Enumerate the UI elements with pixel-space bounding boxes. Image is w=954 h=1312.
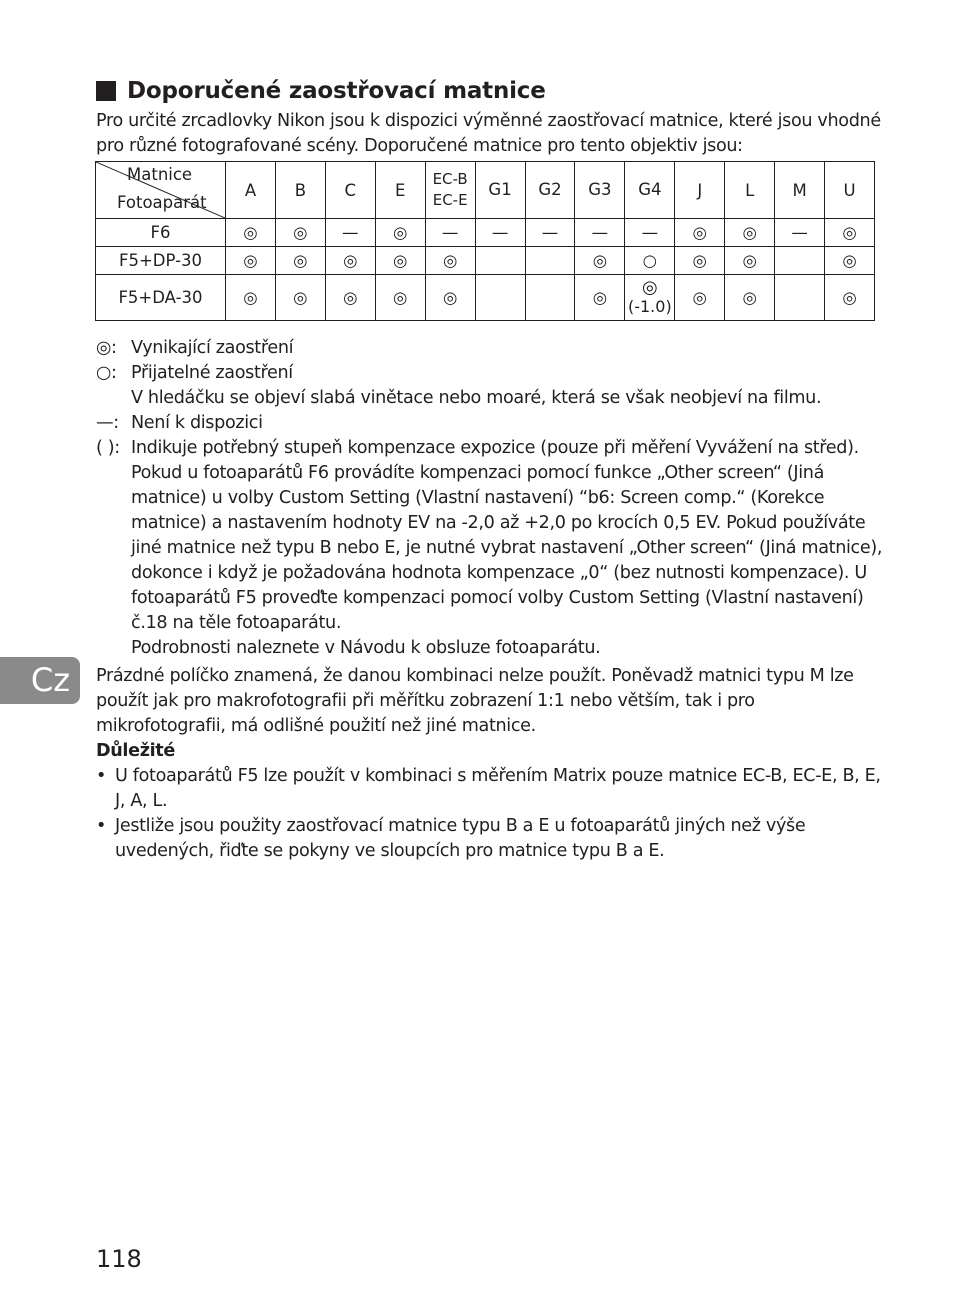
column-header: J [675, 162, 725, 219]
table-cell: ◎ [825, 247, 875, 275]
column-header: E [375, 162, 425, 219]
table-cell: ◎ [575, 275, 625, 321]
table-cell: ◎ [226, 219, 276, 247]
table-header-row [96, 162, 875, 219]
bullet-item [96, 764, 886, 814]
table-cell: ◎ [725, 275, 775, 321]
table-cell: ◎ [575, 247, 625, 275]
legend-key: ( ): [96, 438, 120, 458]
table-cell: — [525, 219, 575, 247]
table-cell [775, 275, 825, 321]
legend-text: Přijatelné zaostření [131, 363, 293, 383]
table-cell: ◎ [425, 247, 475, 275]
table-cell: ◎ [825, 275, 875, 321]
table-cell: ◎ [375, 219, 425, 247]
column-header: B [275, 162, 325, 219]
legend-key: ○: [96, 363, 117, 383]
compensation-note: (-1.0) [627, 297, 672, 316]
bullet-icon: • [96, 816, 107, 836]
table-cell: ◎ [275, 275, 325, 321]
legend-key [96, 636, 131, 661]
bullet-item [96, 814, 886, 864]
table-cell-g4 [625, 275, 675, 321]
table-cell: — [775, 219, 825, 247]
legend-text: V hledáčku se objeví slabá vinětace nebo moaré, která se však neobjeví na filmu. [131, 388, 822, 408]
table-cell: ◎ [375, 275, 425, 321]
bullet-icon: • [96, 766, 107, 786]
column-header: G1 [475, 162, 525, 219]
table-cell: ◎ [325, 247, 375, 275]
notes-section [96, 664, 886, 864]
empty-cell-note: Prázdné políčko znamená, že danou kombinaci nelze použít. Poněvadž matnici typu M lze použít jak pro makrofotografii při měřítku zobrazení 1:1 nebo větším, tak i pro mikrofotografii, má odlišné použití než jiné matnice. [96, 666, 854, 736]
legend-key [96, 386, 131, 411]
row-camera: F5+DA-30 [96, 275, 226, 321]
table-cell: ◎ [675, 275, 725, 321]
table-cell: ◎ [425, 275, 475, 321]
table-cell [525, 247, 575, 275]
column-header: U [825, 162, 875, 219]
table-cell [475, 275, 525, 321]
legend-key: —: [96, 413, 119, 433]
table-cell: — [325, 219, 375, 247]
legend-text: Vynikající zaostření [131, 338, 294, 358]
column-header: A [226, 162, 276, 219]
table-cell [525, 275, 575, 321]
focusing-screen-table [95, 161, 875, 321]
table-cell: — [425, 219, 475, 247]
section-heading [96, 78, 546, 104]
legend-item [96, 386, 886, 411]
heading-square-icon [96, 81, 116, 101]
column-header-ecb: EC-B [432, 170, 468, 188]
legend-key: ◎: [96, 338, 117, 358]
legend-item [96, 361, 886, 386]
legend-text: Podrobnosti naleznete v Návodu k obsluze fotoaparátu. [131, 638, 601, 658]
page-number: 118 [96, 1245, 142, 1273]
legend-item [96, 411, 886, 436]
legend-text: Není k dispozici [131, 413, 263, 433]
table-cell: — [625, 219, 675, 247]
table-cell [775, 247, 825, 275]
column-header: G2 [525, 162, 575, 219]
table-cell: ◎ [226, 275, 276, 321]
table-legend [96, 336, 886, 661]
table-cell: ◎ [825, 219, 875, 247]
table-cell: — [475, 219, 525, 247]
table-row [96, 275, 875, 321]
table-cell: ○ [625, 247, 675, 275]
column-header: G3 [575, 162, 625, 219]
row-camera: F6 [96, 219, 226, 247]
table-row [96, 247, 875, 275]
table-cell: ◎ [226, 247, 276, 275]
intro-paragraph: Pro určité zrcadlovky Nikon jsou k dispozici výměnné zaostřovací matnice, které jsou vhodné pro různé fotografované scény. Doporučené matnice pro tento objektiv jsou: [96, 111, 881, 156]
table-cell: ◎ [725, 219, 775, 247]
bullet-text: Jestliže jsou použity zaostřovací matnice typu B a E u fotoaparátů jiných než výše uvedených, řiďte se pokyny ve sloupcích pro matnice typu B a E. [115, 816, 806, 861]
bullet-text: U fotoaparátů F5 lze použít v kombinaci s měřením Matrix pouze matnice EC-B, EC-E, B, E, J, A, L. [115, 766, 881, 811]
section-title: Doporučené zaostřovací matnice [127, 78, 546, 104]
column-header: M [775, 162, 825, 219]
column-header: L [725, 162, 775, 219]
column-header-ece: EC-E [432, 191, 468, 209]
column-header-ec [425, 162, 475, 219]
table-cell: ◎ [675, 219, 725, 247]
table-cell [475, 247, 525, 275]
table-cell: ◎ [675, 247, 725, 275]
table-cell: ◎ [275, 247, 325, 275]
corner-label-camera: Fotoaparát [117, 193, 207, 212]
table-cell: ◎ [275, 219, 325, 247]
legend-item [96, 336, 886, 361]
table-cell: ◎ [375, 247, 425, 275]
table-cell: ◎ [725, 247, 775, 275]
corner-label-screen: Matnice [127, 165, 193, 184]
row-camera: F5+DP-30 [96, 247, 226, 275]
table-row [96, 219, 875, 247]
important-heading: Důležité [96, 741, 175, 761]
table-cell: — [575, 219, 625, 247]
legend-item [96, 436, 886, 636]
table-cell-symbol: ◎ [641, 277, 658, 298]
column-header: G4 [625, 162, 675, 219]
legend-item [96, 636, 886, 661]
language-tab: Cz [0, 657, 80, 704]
table-cell: ◎ [325, 275, 375, 321]
table-corner-cell [96, 162, 226, 219]
legend-text: Indikuje potřebný stupeň kompenzace expozice (pouze při měření Vyvážení na střed). Pokud u fotoaparátů F6 provádíte kompenzaci pomocí funkce „Other screen“ (Jiná matnice) u volby Custom Setting (Vlastní nastavení) “b6: Screen comp.“ (Korekce matnice) a nastavením hodnoty EV na -2,0 až +2,0 po krocích 0,5 EV. Pokud používáte jiné matnice než typu B nebo E, je nutné vybrat nastavení „Other screen“ (Jiná matnice), dokonce i když je požadována hodnota kompenzace „0“ (bez nutnosti kompenzace). U fotoaparátů F5 proveďte kompenzaci pomocí volby Custom Setting (Vlastní nastavení) č.18 na těle fotoaparátu. [131, 438, 883, 633]
column-header: C [325, 162, 375, 219]
